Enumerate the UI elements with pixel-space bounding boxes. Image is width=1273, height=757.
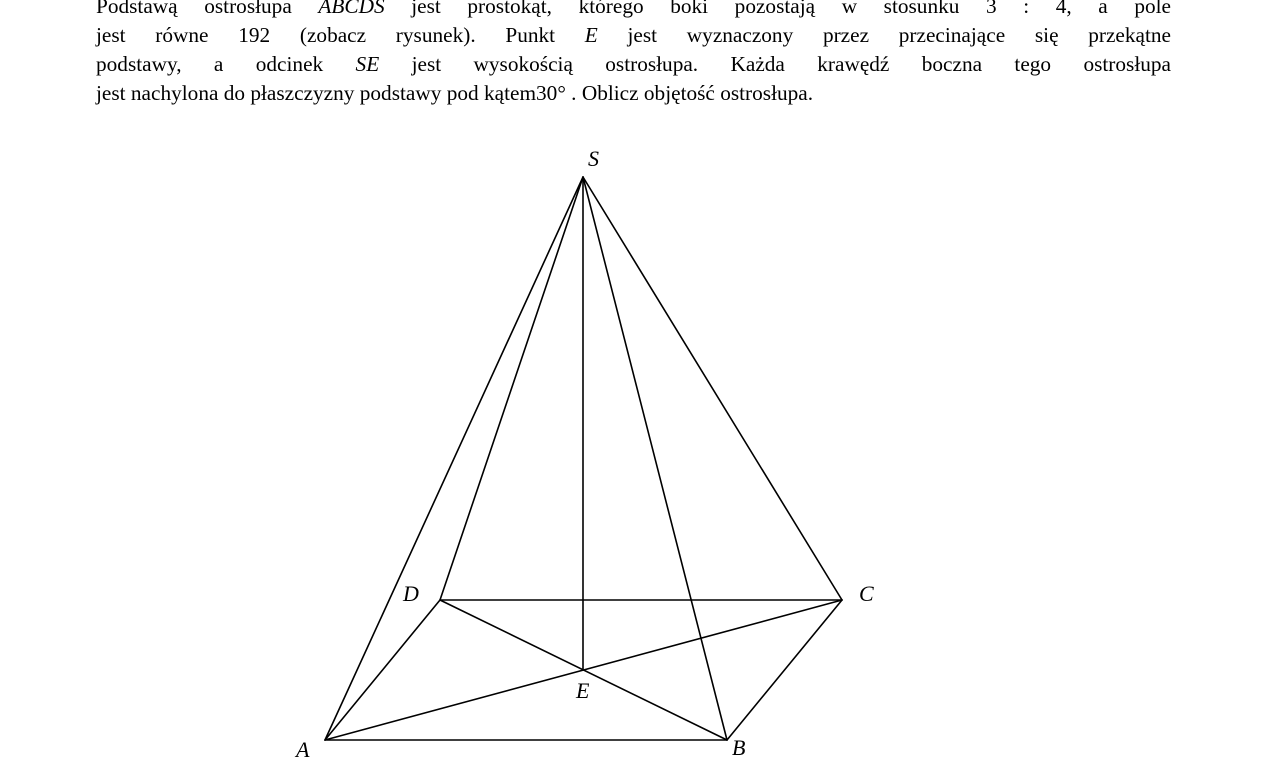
text-segment: jest równe 192 (zobacz rysunek). Punkt [96,23,585,47]
text-segment: jest prostokąt, którego boki pozostają w stosunku 3 : 4, a pole [384,0,1172,18]
label-a: A [296,737,310,757]
label-d: D [403,581,419,606]
edge-ad [325,600,440,740]
label-e: E [576,678,590,703]
label-b: B [732,735,746,757]
edge-sc [583,177,842,600]
angle-value: 30° [536,81,566,105]
text-segment: Podstawą ostrosłupa [96,0,319,18]
text-segment: podstawy, a odcinek [96,52,356,76]
segment-se-name: SE [355,52,380,76]
edge-sd [440,177,583,600]
edge-sa [325,177,583,740]
text-segment: jest nachylona do płaszczyzny podstawy pod kątem [96,81,537,105]
edge-bc [727,600,842,740]
edge-sb [583,177,727,740]
text-segment: jest wyznaczony przez przecinające się przekątne [597,23,1171,47]
pyramid-name: ABCDS [318,0,385,18]
point-e-name: E [584,23,598,47]
label-c: C [859,581,874,606]
text-segment: jest wysokością ostrosłupa. Każda krawędź boczna tego ostrosłupa [379,52,1171,76]
label-s: S [588,146,599,171]
text-segment: . Oblicz objętość ostrosłupa. [565,81,814,105]
